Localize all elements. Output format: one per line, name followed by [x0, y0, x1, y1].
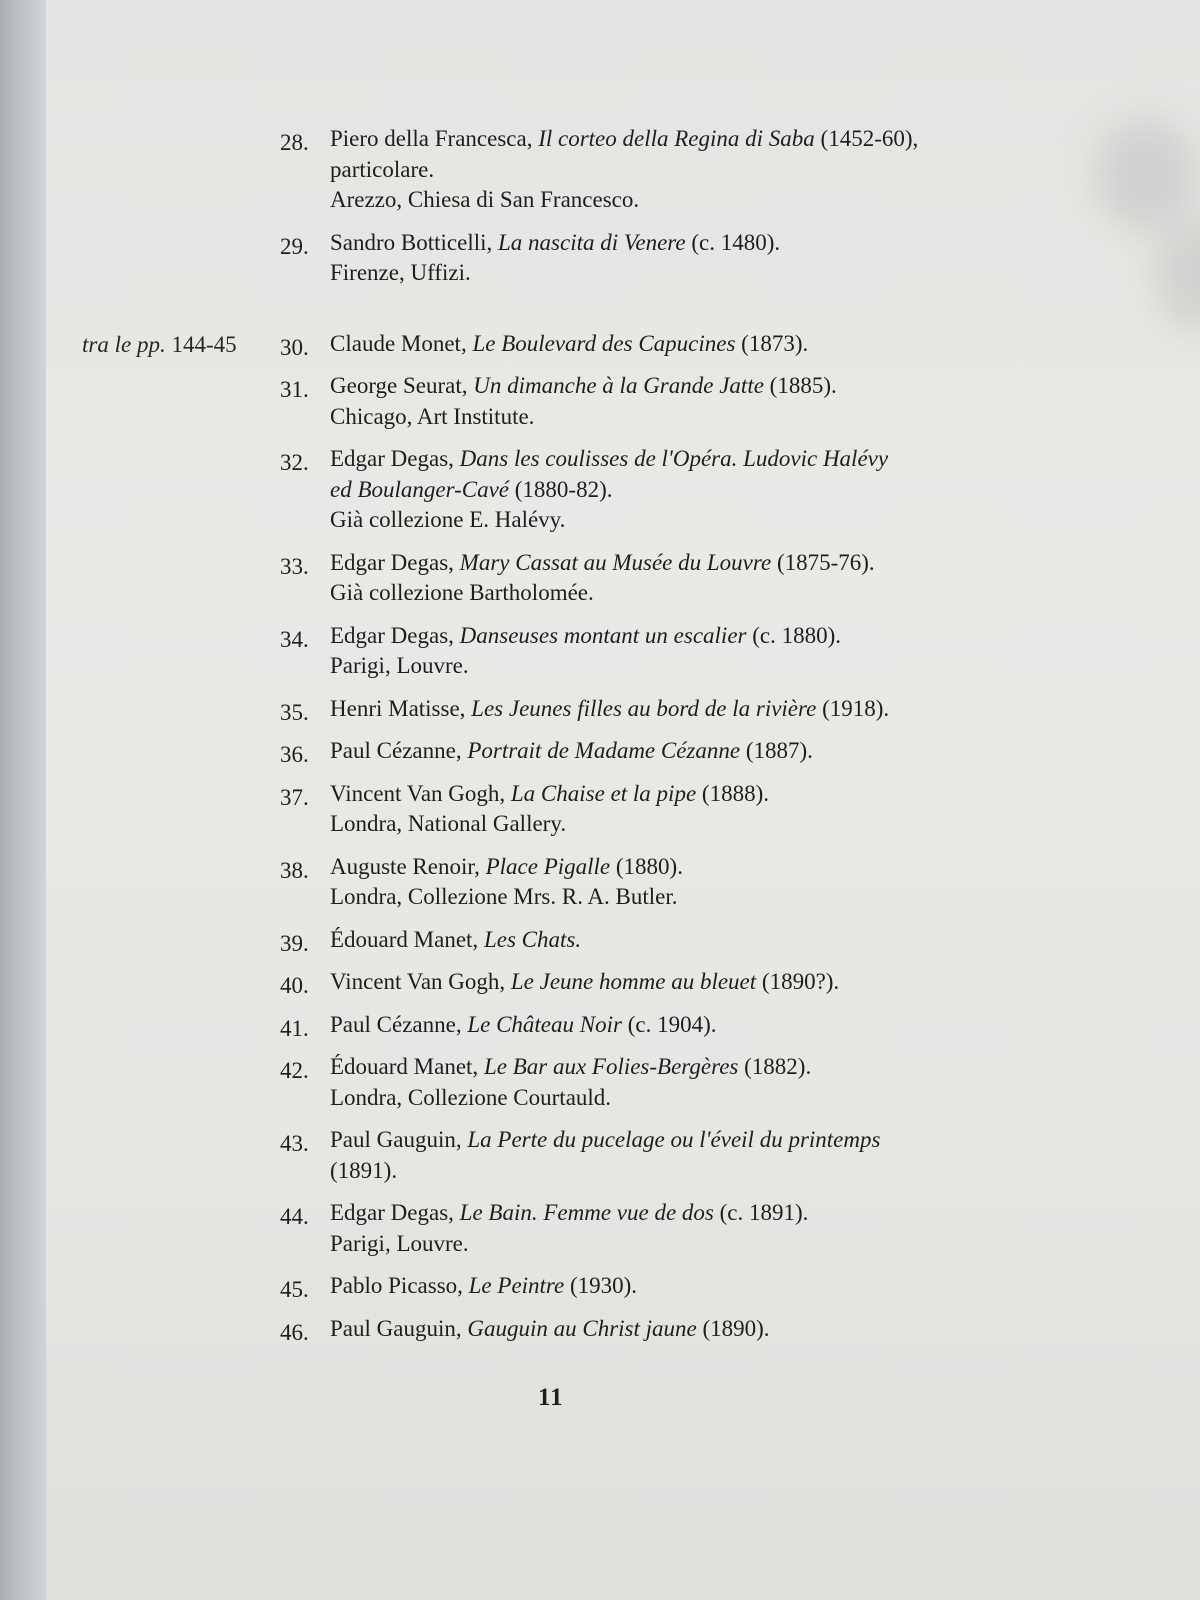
entry-artist: Edgar Degas, [330, 549, 454, 575]
entry-location: Arezzo, Chiesa di San Francesco. [330, 187, 640, 212]
list-item [280, 852, 1160, 913]
entry-main-line [330, 1314, 1160, 1345]
list-item [280, 371, 1160, 432]
book-spine-edge [0, 0, 48, 1600]
entry-title: Danseuses montant un escalier [459, 622, 747, 648]
entry-main-line [330, 1052, 1160, 1083]
entry-main-line [330, 548, 1160, 579]
entry-title: Le Boulevard des Capucines [472, 330, 736, 356]
entry-artist: Édouard Manet, [330, 1054, 479, 1079]
entry-main-line [330, 329, 1160, 360]
entry-artist: Paul Cézanne, [330, 738, 462, 763]
list-item [280, 1125, 1160, 1186]
entry-continuation: particolare. [330, 156, 435, 182]
entry-artist: Édouard Manet, [330, 926, 479, 952]
entry-main-line [330, 1010, 1160, 1041]
entry-location: Londra, Collezione Mrs. R. A. Butler. [330, 884, 678, 909]
entry-main-line [330, 444, 1160, 475]
entry-title: Les Chats. [483, 926, 582, 952]
entry-location: Chicago, Art Institute. [330, 403, 535, 429]
entry-date: (c. 1880). [752, 622, 842, 648]
entry-main-line [330, 736, 1160, 767]
entry-title: Mary Cassat au Musée du Louvre [459, 549, 772, 575]
entry-title: La nascita di Venere [498, 229, 686, 255]
page-smudge [1156, 220, 1200, 330]
entry-number: 29. [280, 233, 309, 259]
entry-main-line [330, 852, 1160, 883]
entry-number: 40. [280, 973, 309, 998]
entry-date: (1885). [769, 373, 837, 398]
entry-main-line [330, 925, 1160, 956]
entry-artist: Edgar Degas, [330, 446, 454, 471]
entry-location: Londra, Collezione Courtauld. [330, 1084, 612, 1110]
entry-title: La Chaise et la pipe [510, 780, 697, 806]
entry-artist: Paul Cézanne, [330, 1011, 462, 1037]
entry-artist: Claude Monet, [330, 330, 467, 356]
list-item [280, 444, 1160, 536]
entry-date: (1918). [822, 695, 890, 721]
entry-date: (c. 1480). [691, 229, 781, 255]
entry-date: (1875-76). [776, 549, 875, 575]
page-number: 11 [538, 1384, 564, 1411]
entry-artist: Vincent Van Gogh, [330, 969, 506, 994]
entry-date: (1890). [702, 1315, 770, 1341]
entry-number: 38. [280, 857, 309, 883]
entry-number: 41. [280, 1015, 309, 1041]
entry-date: (c. 1904). [627, 1011, 717, 1037]
entry-number: 32. [280, 450, 309, 475]
list-item [280, 329, 1160, 360]
entry-main-line [330, 371, 1160, 402]
entry-location: Parigi, Louvre. [330, 653, 469, 678]
entry-number: 37. [280, 784, 309, 810]
entry-artist: Edgar Degas, [330, 622, 454, 648]
list-item [280, 1052, 1160, 1113]
list-item [280, 1198, 1160, 1259]
margin-note [82, 332, 237, 358]
entry-location: Già collezione Bartholomée. [330, 580, 594, 605]
entry-title-continuation [330, 475, 1160, 506]
entry-date: (1873). [741, 330, 809, 356]
entry-main-line [330, 779, 1160, 810]
entry-date: (1930). [569, 1273, 638, 1298]
list-item [280, 1314, 1160, 1345]
entry-artist: Paul Gauguin, [330, 1315, 462, 1341]
entry-main-line [330, 1125, 1160, 1156]
illustration-list [280, 124, 1160, 1356]
entry-title-cont: ed Boulanger-Cavé [330, 476, 510, 502]
entry-number: 34. [280, 626, 309, 652]
entry-date: (1880-82). [514, 476, 613, 502]
entry-title: Il corteo della Regina di Saba [538, 126, 815, 151]
entry-date: (1882). [744, 1054, 812, 1079]
entry-artist: Henri Matisse, [330, 695, 466, 721]
entry-title: Le Peintre [468, 1273, 565, 1298]
entry-date: (c. 1891). [719, 1200, 809, 1225]
entry-date: (1890?). [761, 969, 840, 994]
entry-location: Già collezione E. Halévy. [330, 507, 566, 532]
entry-main-line [330, 124, 1160, 155]
entry-number: 44. [280, 1204, 309, 1229]
entry-number: 46. [280, 1319, 309, 1345]
entry-main-line [330, 228, 1160, 259]
entry-main-line [330, 967, 1160, 998]
margin-note-prefix: tra le pp. [82, 332, 166, 357]
entry-title: Un dimanche à la Grande Jatte [473, 373, 764, 398]
entry-artist: Pablo Picasso, [330, 1273, 463, 1298]
entry-title: Gauguin au Christ jaune [467, 1315, 697, 1341]
entry-number: 30. [280, 334, 309, 360]
entry-location: Parigi, Louvre. [330, 1230, 469, 1256]
entry-date: (1888). [701, 780, 769, 806]
entry-date: (1452-60), [820, 126, 919, 151]
list-item [280, 736, 1160, 767]
entry-artist: Edgar Degas, [330, 1200, 454, 1225]
entry-title: Dans les coulisses de l'Opéra. Ludovic Halévy [459, 446, 889, 471]
list-item [280, 1271, 1160, 1302]
entry-title: Place Pigalle [485, 853, 611, 879]
entry-number: 33. [280, 553, 309, 579]
entry-date: (1887). [745, 738, 813, 763]
entry-main-line [330, 1271, 1160, 1302]
entry-main-line [330, 694, 1160, 725]
entry-title: Portrait de Madame Cézanne [467, 738, 741, 763]
list-item [280, 925, 1160, 956]
entry-artist: Sandro Botticelli, [330, 229, 493, 255]
entry-number: 35. [280, 699, 309, 725]
entry-location: Londra, National Gallery. [330, 811, 567, 836]
entry-artist: Vincent Van Gogh, [330, 780, 506, 806]
entry-title: La Perte du pucelage ou l'éveil du printemps [467, 1127, 881, 1152]
entry-main-line [330, 621, 1160, 652]
entry-number: 31. [280, 377, 309, 402]
entry-number: 28. [280, 130, 309, 155]
list-item [280, 1010, 1160, 1041]
entry-date-line: (1891). [330, 1157, 398, 1183]
list-item [280, 228, 1160, 289]
list-item [280, 124, 1160, 216]
entry-main-line [330, 1198, 1160, 1229]
entry-number: 42. [280, 1058, 309, 1083]
entry-artist: Piero della Francesca, [330, 126, 533, 151]
entry-title: Le Bain. Femme vue de dos [459, 1200, 714, 1225]
entry-location: Firenze, Uffizi. [330, 260, 471, 285]
margin-note-pages: 144-45 [171, 332, 237, 357]
entry-number: 43. [280, 1131, 309, 1156]
entry-date: (1880). [615, 853, 683, 879]
entry-artist: Auguste Renoir, [330, 853, 480, 879]
entry-title: Le Jeune homme au bleuet [510, 969, 757, 994]
entry-artist: George Seurat, [330, 373, 468, 398]
list-item [280, 779, 1160, 840]
entry-title: Le Château Noir [467, 1011, 622, 1037]
entry-number: 39. [280, 930, 309, 956]
list-item [280, 621, 1160, 682]
list-item [280, 967, 1160, 998]
entry-number: 36. [280, 742, 309, 767]
entry-title: Les Jeunes filles au bord de la rivière [471, 695, 817, 721]
list-item [280, 694, 1160, 725]
entry-title: Le Bar aux Folies-Bergères [483, 1054, 739, 1079]
entry-number: 45. [280, 1277, 309, 1302]
entry-artist: Paul Gauguin, [330, 1127, 462, 1152]
list-item [280, 548, 1160, 609]
